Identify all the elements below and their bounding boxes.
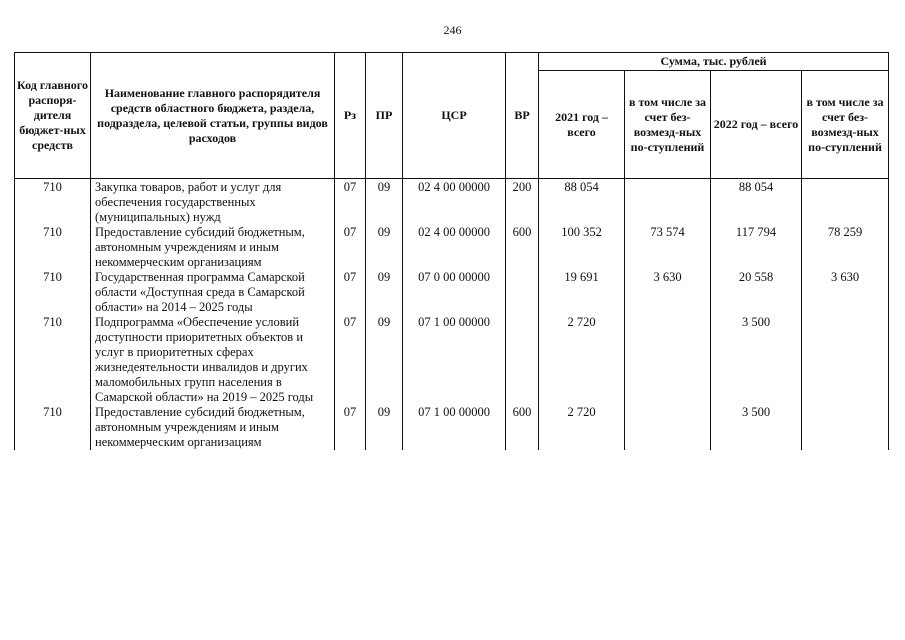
cell-rz: 07 bbox=[335, 315, 366, 405]
header-code: Код главного распоря-дителя бюджет-ных средств bbox=[15, 53, 91, 179]
table-row bbox=[15, 315, 889, 405]
header-2021-free: в том числе за счет без-возмезд-ных по-ступлений bbox=[625, 71, 711, 179]
budget-table bbox=[14, 52, 889, 450]
cell-vr bbox=[506, 315, 539, 405]
header-vr: ВР bbox=[506, 53, 539, 179]
header-2022-total: 2022 год – всего bbox=[711, 71, 802, 179]
cell-2021-total: 19 691 bbox=[539, 270, 625, 315]
header-sum: Сумма, тыс. рублей bbox=[539, 53, 889, 71]
cell-csr: 02 4 00 00000 bbox=[403, 225, 506, 270]
cell-csr: 02 4 00 00000 bbox=[403, 179, 506, 226]
cell-2021-free bbox=[625, 315, 711, 405]
table-row bbox=[15, 179, 889, 226]
cell-pr: 09 bbox=[366, 270, 403, 315]
cell-2021-total: 2 720 bbox=[539, 405, 625, 450]
cell-rz: 07 bbox=[335, 405, 366, 450]
cell-rz: 07 bbox=[335, 225, 366, 270]
cell-name: Предоставление субсидий бюджетным, автономным учреждениям и иным некоммерческим организациям bbox=[91, 225, 335, 270]
cell-2022-free bbox=[802, 405, 889, 450]
header-pr: ПР bbox=[366, 53, 403, 179]
cell-code: 710 bbox=[15, 315, 91, 405]
cell-vr bbox=[506, 270, 539, 315]
cell-csr: 07 1 00 00000 bbox=[403, 315, 506, 405]
cell-code: 710 bbox=[15, 225, 91, 270]
cell-code: 710 bbox=[15, 270, 91, 315]
cell-2022-free bbox=[802, 315, 889, 405]
cell-2021-total: 88 054 bbox=[539, 179, 625, 226]
cell-name: Закупка товаров, работ и услуг для обеспечения государственных (муниципальных) нужд bbox=[91, 179, 335, 226]
cell-vr: 600 bbox=[506, 405, 539, 450]
cell-2021-total: 100 352 bbox=[539, 225, 625, 270]
cell-name: Предоставление субсидий бюджетным, автономным учреждениям и иным некоммерческим организациям bbox=[91, 405, 335, 450]
cell-pr: 09 bbox=[366, 179, 403, 226]
cell-2022-free: 3 630 bbox=[802, 270, 889, 315]
cell-2022-total: 117 794 bbox=[711, 225, 802, 270]
cell-rz: 07 bbox=[335, 270, 366, 315]
header-2021-total: 2021 год – всего bbox=[539, 71, 625, 179]
cell-2022-free bbox=[802, 179, 889, 226]
cell-code: 710 bbox=[15, 179, 91, 226]
cell-pr: 09 bbox=[366, 225, 403, 270]
header-rz: Рз bbox=[335, 53, 366, 179]
cell-name: Подпрограмма «Обеспечение условий доступности приоритетных объектов и услуг в приоритетных сферах жизнедеятельности инвалидов и других маломобильных групп населения в Самарской области» на 2019 – 2025 годы bbox=[91, 315, 335, 405]
cell-2022-total: 3 500 bbox=[711, 405, 802, 450]
table-row bbox=[15, 270, 889, 315]
table-row bbox=[15, 225, 889, 270]
table-row bbox=[15, 405, 889, 450]
header-csr: ЦСР bbox=[403, 53, 506, 179]
cell-2021-total: 2 720 bbox=[539, 315, 625, 405]
cell-2021-free: 3 630 bbox=[625, 270, 711, 315]
cell-csr: 07 1 00 00000 bbox=[403, 405, 506, 450]
cell-vr: 600 bbox=[506, 225, 539, 270]
cell-2021-free: 73 574 bbox=[625, 225, 711, 270]
cell-name: Государственная программа Самарской области «Доступная среда в Самарской области» на 2014 – 2025 годы bbox=[91, 270, 335, 315]
cell-pr: 09 bbox=[366, 405, 403, 450]
cell-rz: 07 bbox=[335, 179, 366, 226]
cell-2021-free bbox=[625, 179, 711, 226]
cell-2022-total: 3 500 bbox=[711, 315, 802, 405]
header-2022-free: в том числе за счет без-возмезд-ных по-ступлений bbox=[802, 71, 889, 179]
cell-code: 710 bbox=[15, 405, 91, 450]
cell-2022-total: 88 054 bbox=[711, 179, 802, 226]
cell-csr: 07 0 00 00000 bbox=[403, 270, 506, 315]
header-name: Наименование главного распорядителя средств областного бюджета, раздела, подраздела, целевой статьи, группы видов расходов bbox=[91, 53, 335, 179]
cell-2021-free bbox=[625, 405, 711, 450]
page-number: 246 bbox=[443, 23, 462, 37]
cell-pr: 09 bbox=[366, 315, 403, 405]
cell-2022-free: 78 259 bbox=[802, 225, 889, 270]
cell-2022-total: 20 558 bbox=[711, 270, 802, 315]
cell-vr: 200 bbox=[506, 179, 539, 226]
